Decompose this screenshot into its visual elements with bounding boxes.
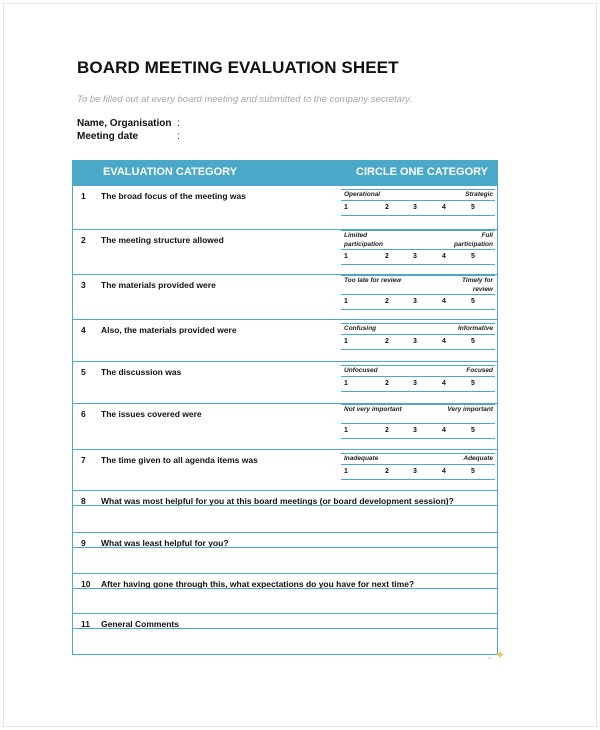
table-row (73, 532, 497, 573)
table-row (73, 186, 497, 229)
name-organisation-field[interactable] (77, 118, 180, 129)
rating-option-5[interactable]: 5 (471, 253, 475, 260)
rating-option-2[interactable]: 2 (385, 298, 389, 305)
table-header (73, 161, 497, 186)
table-row (73, 613, 497, 656)
rating-option-1[interactable]: 1 (344, 468, 348, 475)
rating-option-5[interactable]: 5 (471, 427, 475, 434)
answer-area[interactable] (73, 588, 497, 614)
table-row (73, 573, 497, 613)
item-number: 11 (81, 619, 90, 629)
rating-option-2[interactable]: 2 (385, 338, 389, 345)
rating-scale (341, 275, 495, 310)
scale-numbers (341, 295, 495, 310)
rating-option-3[interactable]: 3 (413, 338, 417, 345)
scale-low-label: Unfocused (344, 367, 378, 374)
rating-option-5[interactable]: 5 (471, 298, 475, 305)
scale-labels (341, 189, 495, 201)
answer-area[interactable] (73, 547, 497, 574)
page-subtitle: To be filled out at every board meeting and submitted to the company secretary. (77, 94, 412, 105)
answer-area[interactable] (73, 505, 497, 533)
rating-option-4[interactable]: 4 (442, 468, 446, 475)
item-number: 9 (81, 538, 86, 548)
page-title: BOARD MEETING EVALUATION SHEET (77, 58, 399, 77)
scale-labels (341, 323, 495, 335)
rating-option-3[interactable]: 3 (413, 427, 417, 434)
item-question: What was least helpful for you? (101, 538, 229, 548)
scale-low-label: Inadequate (344, 455, 379, 462)
name-organisation-label: Name, Organisation (77, 118, 172, 129)
item-number: 2 (81, 235, 86, 245)
rating-option-2[interactable]: 2 (385, 380, 389, 387)
scale-numbers (341, 335, 495, 350)
item-question: The time given to all agenda items was (101, 455, 258, 465)
rating-option-3[interactable]: 3 (413, 380, 417, 387)
scale-labels (341, 404, 495, 424)
item-number: 10 (81, 579, 91, 589)
rating-option-3[interactable]: 3 (413, 253, 417, 260)
rating-option-3[interactable]: 3 (413, 298, 417, 305)
rating-option-1[interactable]: 1 (344, 298, 348, 305)
item-question: The discussion was (101, 367, 182, 377)
table-row (73, 229, 497, 274)
rating-scale (341, 230, 495, 265)
rating-option-4[interactable]: 4 (442, 380, 446, 387)
table-row (73, 319, 497, 361)
table-row (73, 403, 497, 449)
table-row (73, 490, 497, 532)
scale-high-label: Adequate (463, 455, 493, 462)
rating-option-5[interactable]: 5 (471, 468, 475, 475)
item-question: The issues covered were (101, 409, 202, 419)
field-separator: : (177, 131, 180, 142)
scale-numbers (341, 201, 495, 216)
rating-option-1[interactable]: 1 (344, 427, 348, 434)
item-question: After having gone through this, what expectations do you have for next time? (101, 579, 415, 589)
rating-option-4[interactable]: 4 (442, 338, 446, 345)
decorative-dot (488, 657, 492, 659)
item-question: General Comments (101, 619, 179, 629)
table-row (73, 274, 497, 319)
rating-option-4[interactable]: 4 (442, 298, 446, 305)
scale-high-label: Full participation (453, 232, 493, 248)
rating-option-2[interactable]: 2 (385, 204, 389, 211)
scale-labels (341, 453, 495, 465)
item-number: 6 (81, 409, 86, 419)
evaluation-table (72, 160, 498, 655)
scale-high-label: Strategic (465, 191, 493, 198)
sparkle-icon: ✦ (495, 648, 506, 662)
rating-option-2[interactable]: 2 (385, 427, 389, 434)
item-question: The meeting structure allowed (101, 235, 224, 245)
scale-numbers (341, 250, 495, 265)
rating-scale (341, 365, 495, 392)
scale-low-label: Not very important (344, 406, 402, 413)
item-number: 3 (81, 280, 86, 290)
item-question: The materials provided were (101, 280, 216, 290)
table-row (73, 361, 497, 403)
rating-option-3[interactable]: 3 (413, 204, 417, 211)
rating-option-5[interactable]: 5 (471, 380, 475, 387)
scale-labels (341, 275, 495, 295)
scale-low-label: Too late for review (344, 277, 402, 284)
scale-high-label: Timely for review (462, 277, 493, 293)
rating-option-1[interactable]: 1 (344, 380, 348, 387)
rating-scale (341, 189, 495, 216)
scale-labels (341, 230, 495, 250)
meeting-date-field[interactable] (77, 131, 180, 142)
answer-area[interactable] (73, 628, 497, 657)
scale-numbers (341, 465, 495, 480)
field-separator: : (177, 118, 180, 129)
rating-option-4[interactable]: 4 (442, 253, 446, 260)
item-number: 5 (81, 367, 86, 377)
rating-option-5[interactable]: 5 (471, 204, 475, 211)
rating-scale (341, 453, 495, 480)
rating-option-1[interactable]: 1 (344, 253, 348, 260)
item-number: 4 (81, 325, 86, 335)
table-row (73, 449, 497, 490)
rating-option-5[interactable]: 5 (471, 338, 475, 345)
item-number: 1 (81, 191, 86, 201)
rating-option-1[interactable]: 1 (344, 204, 348, 211)
item-number: 8 (81, 496, 86, 506)
scale-low-label: Confusing (344, 325, 377, 332)
scale-numbers (341, 377, 495, 392)
scale-low-label: Limited participation (344, 232, 384, 248)
scale-numbers (341, 424, 495, 439)
item-question: What was most helpful for you at this board meetings (or board development session)? (101, 496, 454, 506)
rating-option-4[interactable]: 4 (442, 427, 446, 434)
scale-high-label: Informative (457, 325, 493, 332)
rating-option-1[interactable]: 1 (344, 338, 348, 345)
rating-option-3[interactable]: 3 (413, 468, 417, 475)
scale-high-label: Very important (447, 406, 493, 413)
rating-option-4[interactable]: 4 (442, 204, 446, 211)
header-circle-one-category: CIRCLE ONE CATEGORY (356, 166, 489, 178)
rating-scale (341, 404, 495, 439)
scale-low-label: Operational (344, 191, 381, 198)
item-question: Also, the materials provided were (101, 325, 237, 335)
rating-scale (341, 323, 495, 350)
rating-option-2[interactable]: 2 (385, 253, 389, 260)
scale-high-label: Focused (466, 367, 493, 374)
header-evaluation-category: EVALUATION CATEGORY (103, 166, 238, 178)
item-number: 7 (81, 455, 86, 465)
rating-option-2[interactable]: 2 (385, 468, 389, 475)
item-question: The broad focus of the meeting was (101, 191, 246, 201)
scale-labels (341, 365, 495, 377)
meeting-date-label: Meeting date (77, 131, 139, 142)
